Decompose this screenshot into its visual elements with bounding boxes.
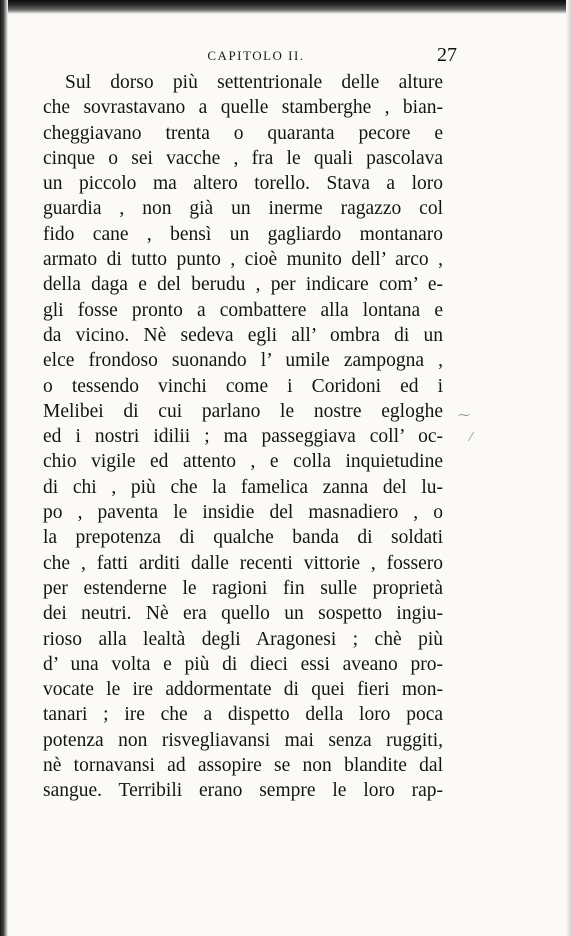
text-line: fido cane , bensì un gagliardo montanaro: [43, 223, 443, 245]
text-line: della daga e del berudu , per indicare com’ e-: [43, 274, 443, 296]
text-line: cheggiavano trenta o quaranta pecore e: [43, 122, 443, 144]
text-line: Sul dorso più settentrionale delle alture: [65, 72, 443, 93]
chapter-title: CAPITOLO II.: [207, 48, 305, 63]
text-line: potenza non risvegliavansi mai senza ruggiti,: [43, 729, 443, 751]
body-text: [43, 70, 443, 804]
text-line: che , fatti arditi dalle recenti vittorie , fossero: [43, 552, 443, 574]
text-line: cinque o sei vacche , fra le quali pascolava: [43, 147, 443, 169]
margin-mark: ⁄: [470, 430, 473, 444]
text-line: nè tornavansi ad assopire se non blandite dal: [43, 755, 443, 777]
text-line: armato di tutto punto , cioè munito dell’ arco ,: [43, 249, 443, 271]
text-line: chio vigile ed attento , e colla inquietudine: [43, 451, 443, 473]
page-number: 27: [437, 44, 457, 66]
text-line: dei neutri. Nè era quello un sospetto ingiu-: [43, 603, 443, 625]
text-line: vocate le ire addormentate di quei fieri mon-: [43, 679, 443, 701]
text-line: che sovrastavano a quelle stamberghe , bian-: [43, 97, 443, 119]
text-line: d’ una volta e più di dieci essi aveano pro-: [43, 653, 443, 675]
text-line: rioso alla lealtà degli Aragonesi ; chè più: [43, 628, 443, 650]
page-right-edge: [566, 0, 572, 936]
text-line: tanari ; ire che a dispetto della loro poca: [43, 704, 443, 726]
text-line: gli fosse pronto a combattere alla lontana e: [43, 299, 443, 321]
text-line: ed i nostri idilii ; ma passeggiava coll’ oc-: [43, 426, 443, 448]
margin-mark: ⁓: [458, 408, 470, 422]
text-line: di chi , più che la famelica zanna del lu-: [43, 476, 443, 498]
text-line: la prepotenza di qualche banda di soldati: [43, 527, 443, 549]
text-line: sangue. Terribili erano sempre le loro rap-: [43, 780, 443, 802]
text-line: per estenderne le ragioni fin sulle proprietà: [43, 577, 443, 599]
text-line: elce frondoso suonando l’ umile zampogna ,: [43, 350, 443, 372]
text-line: Melibei di cui parlano le nostre egloghe: [43, 400, 443, 422]
text-line: guardia , non già un inerme ragazzo col: [43, 198, 443, 220]
page-top-shadow: [0, 0, 572, 14]
text-line: o tessendo vinchi come i Coridoni ed i: [43, 375, 443, 397]
text-line: un piccolo ma altero torello. Stava a loro: [43, 173, 443, 195]
running-header: [55, 46, 457, 68]
text-line: po , paventa le insidie del masnadiero , o: [43, 502, 443, 524]
page-binding-shadow: [0, 0, 8, 936]
text-line: da vicino. Nè sedeva egli all’ ombra di un: [43, 324, 443, 346]
